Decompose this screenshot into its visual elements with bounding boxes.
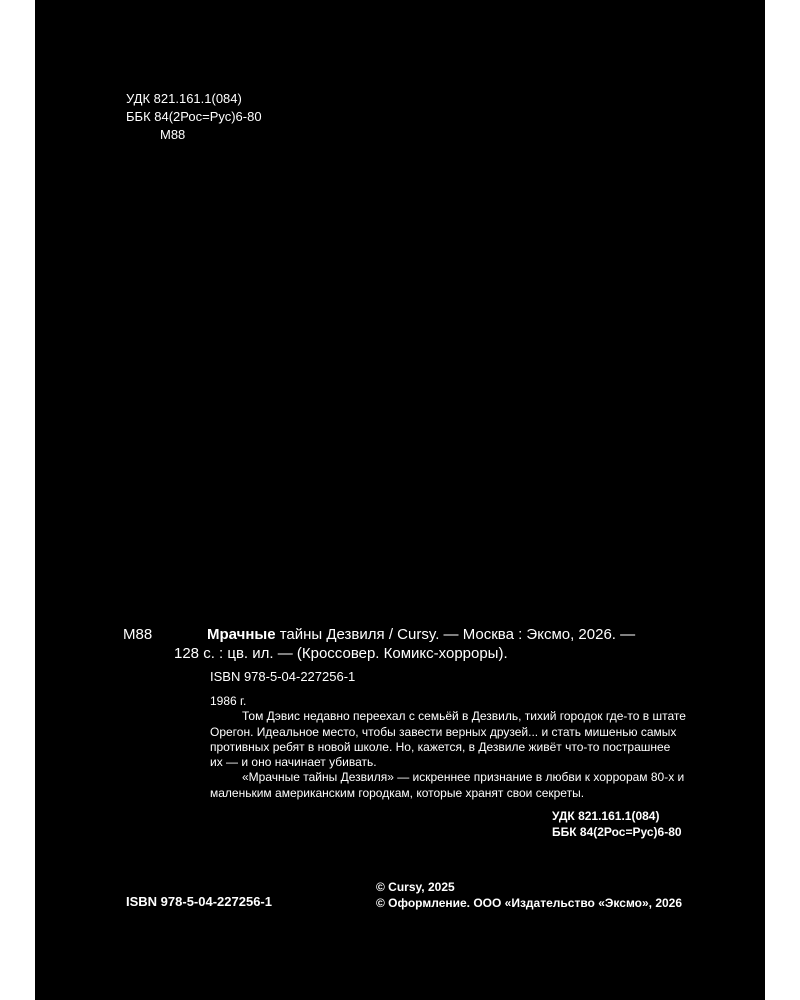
- annotation-para-1-line-3: противных ребят в новой школе. Но, кажется, в Дезвиле живёт что-то пострашнее: [210, 739, 671, 754]
- bottom-bbk-code: ББК 84(2Рос=Рус)6-80: [552, 825, 682, 839]
- footer-copyright-author: © Cursy, 2025: [376, 880, 455, 894]
- annotation-year: 1986 г.: [210, 694, 247, 708]
- entry-author-mark: М88: [123, 626, 153, 643]
- annotation-para-1-line-1: Том Дэвис недавно переехал с семьёй в Дезвиль, тихий городок где-то в штате: [242, 709, 686, 724]
- entry-line-2: 128 с. : цв. ил. — (Кроссовер. Комикс-хорроры).: [174, 645, 508, 662]
- top-author-mark: М88: [160, 127, 186, 142]
- entry-line-1-rest: тайны Дезвиля / Cursy. — Москва : Эксмо, 2026. —: [275, 626, 636, 643]
- annotation-para-2-line-2: маленьким американским городкам, которые хранят свои секреты.: [210, 785, 585, 800]
- footer-copyright-design: © Оформление. ООО «Издательство «Эксмо», 2026: [376, 896, 683, 910]
- top-udk-code: УДК 821.161.1(084): [126, 91, 242, 106]
- annotation-para-1-line-2: Орегон. Идеальное место, чтобы завести верных друзей... и стать мишенью самых: [210, 724, 677, 739]
- annotation-para-1-line-4: их — и оно начинает убивать.: [210, 755, 377, 770]
- bottom-udk-code: УДК 821.161.1(084): [552, 809, 660, 823]
- entry-line-1: [207, 625, 635, 645]
- entry-isbn: ISBN 978-5-04-227256-1: [210, 669, 356, 684]
- copyright-page: [35, 0, 765, 1000]
- top-bbk-code: ББК 84(2Рос=Рус)6-80: [126, 109, 262, 124]
- annotation: [210, 694, 740, 801]
- book-title-bold: Мрачные: [207, 626, 276, 643]
- annotation-para-2-line-1: «Мрачные тайны Дезвиля» — искреннее признание в любви к хоррорам 80-х и: [242, 770, 685, 785]
- footer-isbn: ISBN 978-5-04-227256-1: [126, 894, 272, 909]
